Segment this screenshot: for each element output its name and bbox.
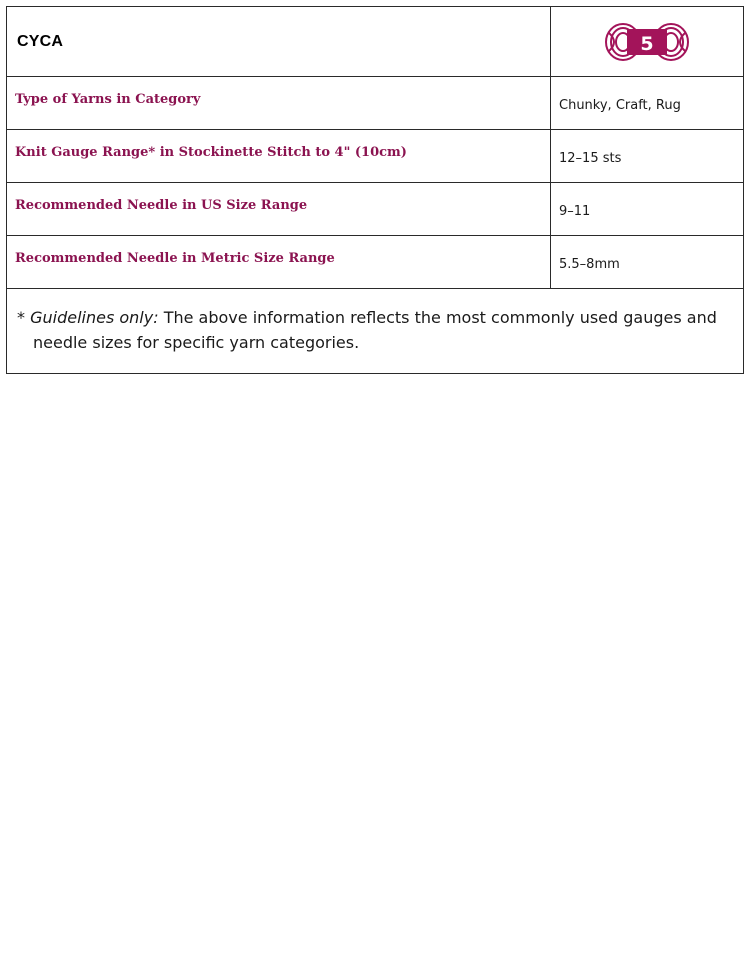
yarn-weight-table (6, 6, 744, 374)
footnote-text: The above information reflects the most commonly used gauges and needle sizes for specific yarn categories. (33, 308, 717, 352)
cyca-title: CYCA (17, 32, 64, 50)
row-label: Recommended Needle in Metric Size Range (15, 250, 335, 266)
guidelines-footnote (7, 289, 743, 373)
table-row (7, 130, 743, 183)
header-title-cell (7, 7, 551, 76)
row-label: Type of Yarns in Category (15, 91, 201, 107)
row-label: Recommended Needle in US Size Range (15, 197, 308, 213)
table-row (7, 183, 743, 236)
table-header-row (7, 7, 743, 77)
row-label: Knit Gauge Range* in Stockinette Stitch to 4" (10cm) (15, 144, 407, 160)
yarn-skein-5-icon (601, 21, 693, 63)
row-value: 9–11 (559, 203, 591, 219)
header-badge-cell (551, 7, 743, 76)
table-row (7, 77, 743, 130)
yarn-weight-number: 5 (640, 32, 654, 55)
row-value: Chunky, Craft, Rug (559, 97, 681, 113)
footnote-emphasis: Guidelines only: (30, 308, 159, 327)
table-row (7, 236, 743, 289)
row-value: 12–15 sts (559, 150, 622, 166)
footnote-marker: * (17, 308, 31, 327)
row-value: 5.5–8mm (559, 256, 620, 272)
